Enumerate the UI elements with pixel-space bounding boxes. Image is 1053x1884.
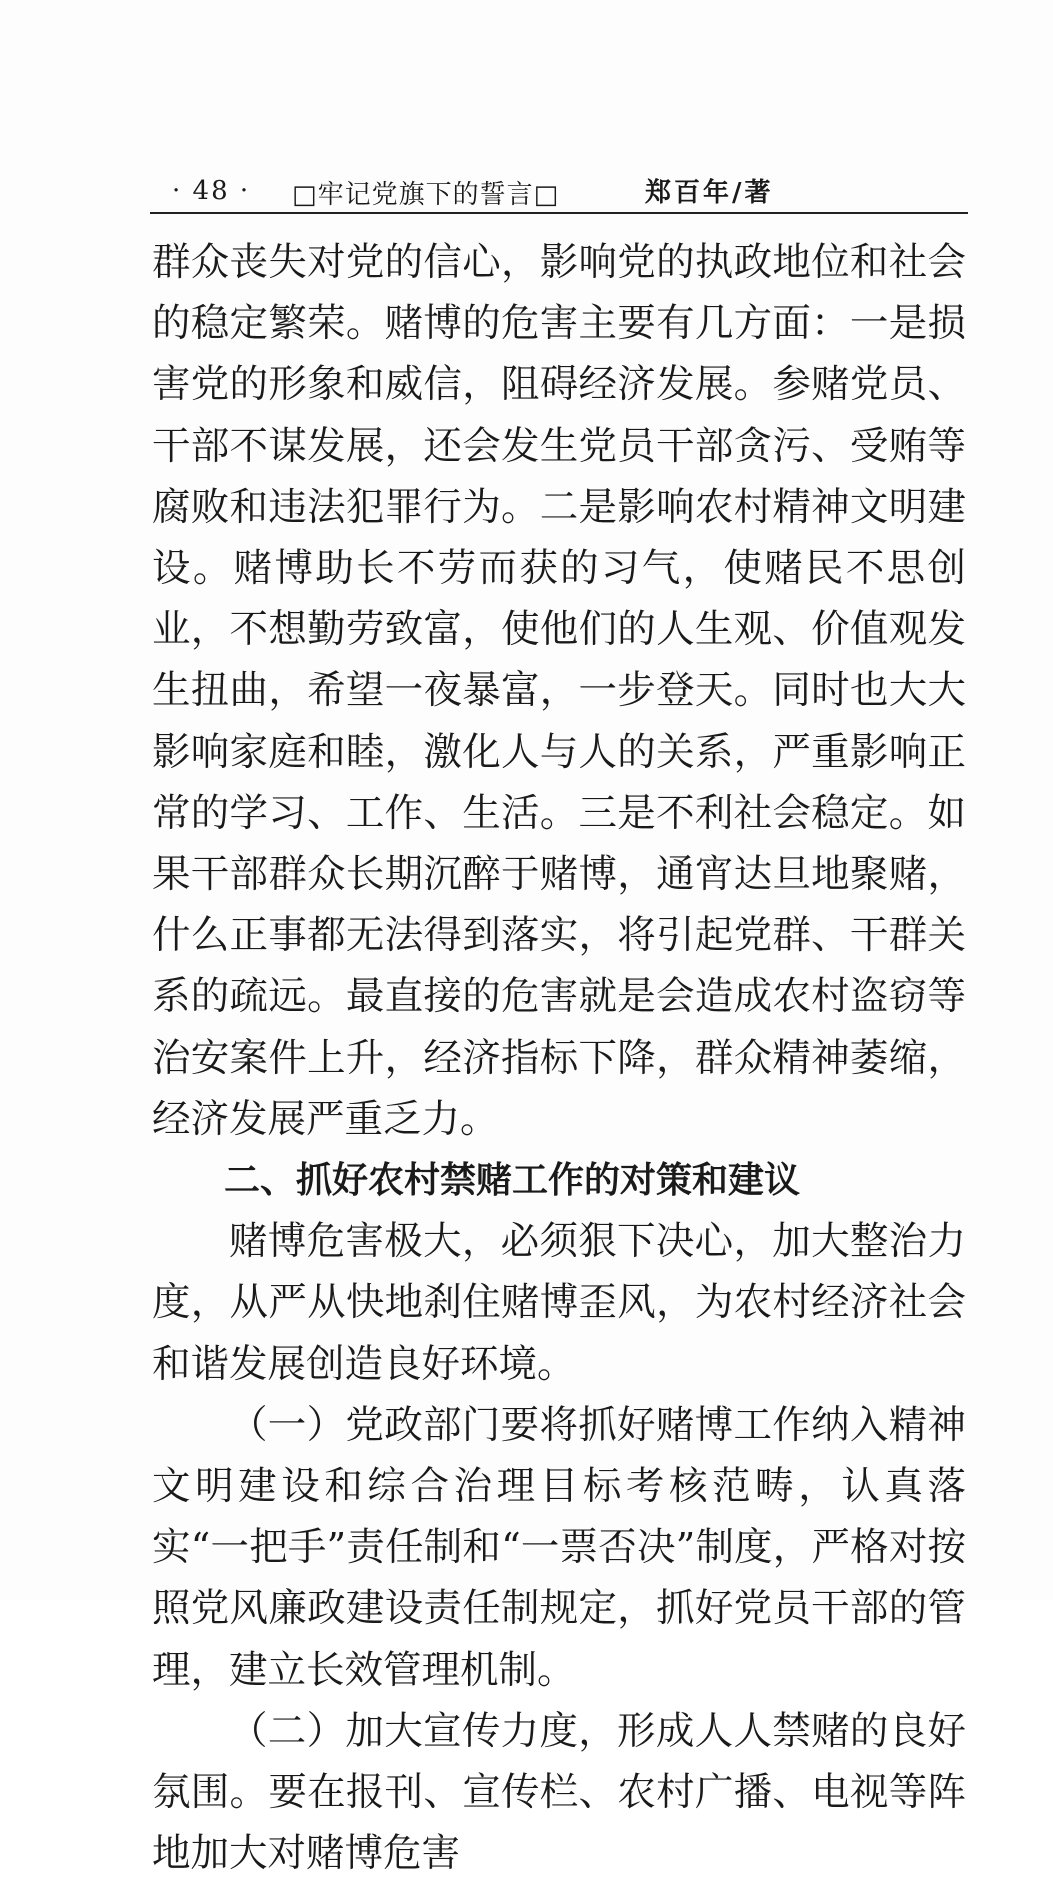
body-text — [152, 232, 966, 1884]
header-divider — [150, 212, 968, 214]
paragraph: （一）党政部门要将抓好赌博工作纳入精神文明建设和综合治理目标考核范畴，认真落实“一把手”责任制和“一票否决”制度，严格对按照党风廉政建设责任制规定，抓好党员干部的管理，建立长效管理机制。 — [152, 1402, 966, 1693]
page-number: · 48 · — [172, 176, 251, 206]
paragraph-continued: 群众丧失对党的信心，影响党的执政地位和社会的稳定繁荣。赌博的危害主要有几方面：一是损害党的形象和威信，阻碍经济发展。参赌党员、干部不谋发展，还会发生党员干部贪污、受贿等腐败和违法犯罪行为。二是影响农村精神文明建设。赌博助长不劳而获的习气，使赌民不思创业，不想勤劳致富，使他们的人生观、价值观发生扭曲，希望一夜暴富，一步登天。同时也大大影响家庭和睦，激化人与人的关系，严重影响正常的学习、工作、生活。三是不利社会稳定。如果干部群众长期沉醉于赌博，通宵达旦地聚赌，什么正事都无法得到落实，将引起党群、干群关系的疏远。最直接的危害就是会造成农村盗窃等治安案件上升，经济指标下降，群众精神萎缩，经济发展严重乏力。 — [152, 240, 966, 1142]
section-heading: 二、抓好农村禁赌工作的对策和建议 — [224, 1160, 801, 1202]
paragraph: （二）加大宣传力度，形成人人禁赌的良好氛围。要在报刊、宣传栏、农村广播、电视等阵地加大对赌博危害 — [152, 1708, 966, 1877]
paragraph: 赌博危害极大，必须狠下决心，加大整治力度，从严从快地刹住赌博歪风，为农村经济社会和谐发展创造良好环境。 — [152, 1219, 966, 1387]
running-header — [150, 172, 968, 212]
author-name: 郑百年/著 — [645, 178, 774, 208]
book-title: □牢记党旗下的誓言□ — [292, 180, 560, 210]
